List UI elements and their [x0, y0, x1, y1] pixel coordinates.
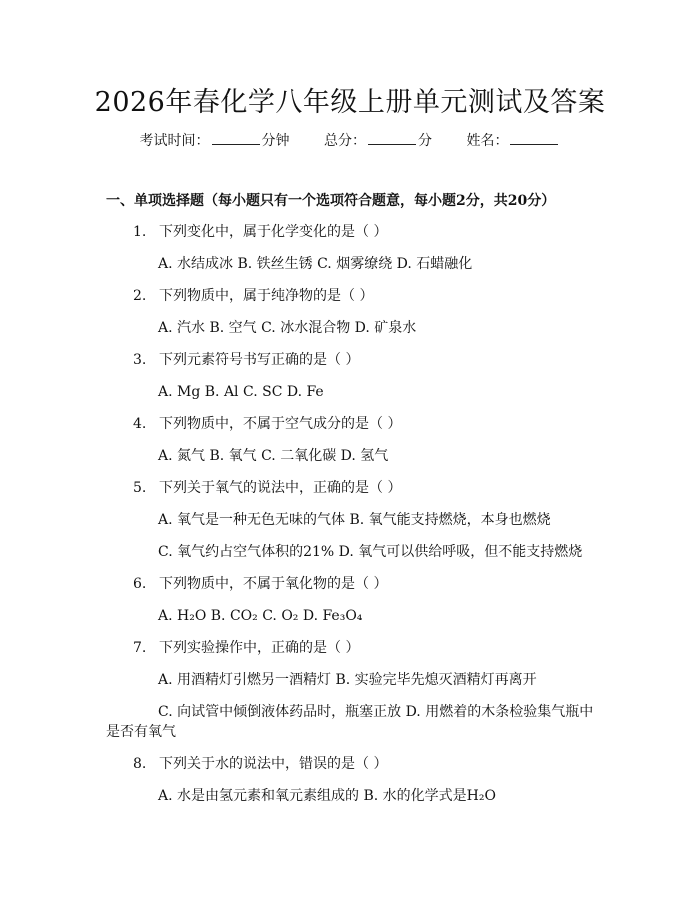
question-text: 下列物质中，属于纯净物的是（ ）: [159, 288, 374, 304]
question-3-options: A. Mg B. Al C. SC D. Fe: [158, 384, 324, 400]
time-blank: [212, 132, 260, 145]
question-number: 3.: [133, 352, 147, 368]
question-text: 下列关于氧气的说法中，正确的是（ ）: [159, 480, 402, 496]
time-unit: 分钟: [261, 133, 290, 149]
question-6: [133, 574, 387, 594]
question-text: 下列变化中，属于化学变化的是（ ）: [159, 224, 388, 240]
time-label: 考试时间：: [139, 133, 210, 149]
name-field: [466, 133, 560, 149]
score-field: [324, 133, 432, 149]
question-4: [133, 414, 401, 434]
question-text: 下列关于水的说法中，错误的是（ ）: [159, 756, 388, 772]
question-number: 4.: [133, 416, 147, 432]
time-field: [140, 133, 290, 149]
question-7-options-line-1: A. 用酒精灯引燃另一酒精灯 B. 实验完毕先熄灭酒精灯再离开: [158, 672, 537, 688]
question-7-options-line-2: C. 向试管中倾倒液体药品时，瓶塞正放 D. 用燃着的木条检验集气瓶中: [158, 704, 594, 720]
question-text: 下列实验操作中，正确的是（ ）: [159, 640, 360, 656]
question-number: 2.: [133, 288, 147, 304]
score-unit: 分: [418, 133, 432, 149]
score-label: 总分：: [324, 133, 366, 149]
question-number: 6.: [133, 576, 147, 592]
question-1: [133, 222, 387, 242]
question-5-options-line-2: C. 氧气约占空气体积的21% D. 氧气可以供给呼吸，但不能支持燃烧: [158, 544, 583, 560]
question-7-options-wrap: 是否有氧气: [106, 724, 176, 740]
question-number: 5.: [133, 480, 147, 496]
question-6-options: A. H₂O B. CO₂ C. O₂ D. Fe₃O₄: [158, 608, 363, 624]
question-1-options: A. 水结成冰 B. 铁丝生锈 C. 烟雾缭绕 D. 石蜡融化: [158, 256, 473, 272]
question-3: [133, 350, 359, 370]
name-label: 姓名：: [466, 133, 509, 149]
question-5-options-line-1: A. 氧气是一种无色无味的气体 B. 氧气能支持燃烧，本身也燃烧: [158, 512, 551, 528]
question-2-options: A. 汽水 B. 空气 C. 冰水混合物 D. 矿泉水: [158, 320, 417, 336]
score-blank: [368, 132, 416, 145]
question-2: [133, 286, 373, 306]
page-title: 2026年春化学八年级上册单元测试及答案: [94, 87, 606, 118]
question-7: [133, 638, 359, 658]
question-4-options: A. 氮气 B. 氧气 C. 二氧化碳 D. 氢气: [158, 448, 389, 464]
question-text: 下列物质中，不属于氧化物的是（ ）: [159, 576, 388, 592]
section-heading: 一、单项选择题（每小题只有一个选项符合题意，每小题2分，共20分）: [106, 193, 556, 209]
question-number: 1.: [133, 224, 147, 240]
question-number: 7.: [133, 640, 147, 656]
question-number: 8.: [133, 756, 147, 772]
question-text: 下列元素符号书写正确的是（ ）: [159, 352, 360, 368]
question-8-options: A. 水是由氢元素和氧元素组成的 B. 水的化学式是H₂O: [158, 788, 496, 804]
question-text: 下列物质中，不属于空气成分的是（ ）: [159, 416, 402, 432]
question-8: [133, 754, 387, 774]
question-5: [133, 478, 401, 498]
name-blank: [510, 132, 558, 145]
exam-info: [0, 130, 700, 150]
